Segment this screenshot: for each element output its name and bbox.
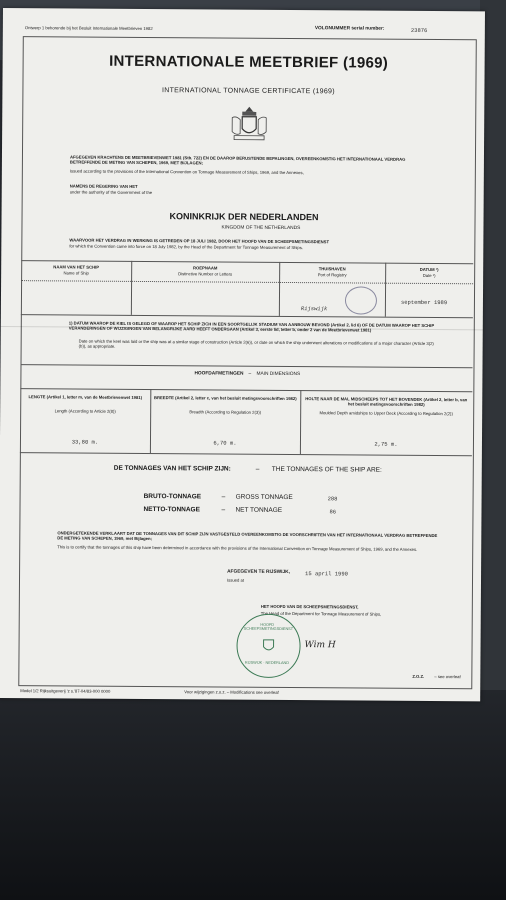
issued-at-label: AFGEGEVEN TE RIJSWIJK, bbox=[227, 569, 290, 576]
dimensions-heading-english: MAIN DIMENSIONS bbox=[256, 371, 301, 378]
breadth-label-en: Breadth (According to Regulation 2(3)) bbox=[189, 409, 262, 415]
build-date-value: september 1989 bbox=[400, 298, 448, 307]
department-stamp bbox=[236, 614, 300, 678]
depth-value: 2,75 m. bbox=[374, 440, 398, 448]
depth-label: HOLTE NAAR DE MAL MIDSCHEEPS TOT HET BOVENDEK (Artikel 2, letter b, van het besluit metingsvoorschriften 1982) bbox=[305, 396, 468, 407]
length-label-en: Length (According to Article 2(8)) bbox=[54, 408, 116, 414]
gross-tonnage-label-en: GROSS TONNAGE bbox=[235, 493, 293, 502]
table-surface bbox=[0, 690, 506, 900]
registry-seal bbox=[345, 286, 377, 314]
form-note: Ontwerp 1 behorende bij het Besluit Internationale Meetbrieven 1982 bbox=[24, 25, 153, 32]
serial-label: VOLGNUMMER serial number: bbox=[314, 26, 385, 32]
signature: Wim H bbox=[304, 640, 336, 651]
convention-english: for which the Convention came into force on 18 July 1982, by the Head of the Department for Tonnage Measurement of Ships. bbox=[69, 243, 303, 251]
net-tonnage-value: 86 bbox=[329, 508, 337, 516]
coat-of-arms-icon bbox=[228, 104, 270, 144]
footnote-dutch: 1) DATUM WAAROP DE KIEL IS GELEGD OF WAAROP HET SCHIP ZICH IN EEN SOORTGELIJK STADIUM VAN AANBOUW BEVOND (Artikel 2, lid 6) OF DE DATUM WAAROP HET SCHIP VERANDERINGEN OF WIJZIGINGEN VAN BELANGRIJKE AARD HEEFT ONDERGAAN (Artikel 3, eerste lid, letter b, onder 2 van de Meetbrievenwet 1981) bbox=[68, 320, 435, 333]
kingdom-dutch: KONINKRIJK DER NEDERLANDEN bbox=[169, 211, 319, 223]
stamp-text-bottom: RIJSWIJK · NEDERLAND bbox=[244, 660, 289, 666]
intro-english: Issued according to the provisions of the International Convention on Tonnage Measurement of Ships, 1969, and the Annexes, bbox=[69, 168, 304, 176]
depth-label-en: Moulded Depth amidships to Upper Deck (According to Regulation 2(2)) bbox=[319, 410, 453, 417]
gross-tonnage-label: BRUTO-TONNAGE bbox=[143, 492, 202, 501]
length-value: 33,80 m. bbox=[71, 438, 99, 446]
stamp-crest-icon bbox=[260, 637, 278, 653]
dimensions-heading-dutch: HOOFDAFMETINGEN bbox=[194, 371, 244, 377]
certificate-title: INTERNATIONALE MEETBRIEF (1969) bbox=[109, 52, 389, 72]
certification-dutch: ONDERGETEKENDE VERKLAART DAT DE TONNAGES VAN DIT SCHIP ZIJN VASTGESTELD OVEREENKOMSTIG DE VOORSCHRIFTEN VAN HET INTERNATIONAAL VERDRAG BETREFFENDE DE METING VAN SCHEPEN, 1969, met Bijlagen; bbox=[57, 530, 438, 542]
callsign-header-en: Distinctive Number or Letters bbox=[178, 271, 233, 277]
gross-dash: – bbox=[221, 493, 226, 501]
breadth-value: 6,70 m. bbox=[213, 439, 237, 447]
callsign-header: ROEPNAAM bbox=[192, 265, 218, 271]
modifications-note: Voor wijzigingen z.o.z. – Modifications see overleaf bbox=[184, 689, 279, 695]
printer-note: Model 1/2 Rijksuitgeverij 'z s.'87-04/83-000 0000 bbox=[20, 688, 111, 694]
breadth-label: BREEDTE (Artikel 2, letter c, van het besluit metingsvoorschriften 1982) bbox=[153, 395, 297, 402]
department-head-label-en: The Head of the Department for Tonnage Measurement of Ships, bbox=[260, 610, 382, 617]
port-of-registry-value: Rijswijk bbox=[300, 305, 328, 313]
tonnages-heading-english: THE TONNAGES OF THE SHIP ARE: bbox=[271, 465, 382, 474]
overleaf-code: Z.O.Z. bbox=[412, 673, 425, 679]
serial-number: 23876 bbox=[410, 26, 428, 34]
net-tonnage-label: NETTO-TONNAGE bbox=[143, 505, 200, 514]
overleaf-note: – see overleaf bbox=[434, 674, 461, 680]
authority-dutch: NAMENS DE REGERING VAN HET bbox=[69, 183, 138, 189]
port-header-en: Port of Registry bbox=[317, 272, 347, 278]
date-header: DATUM ¹) bbox=[419, 266, 439, 273]
issue-date: 15 april 1990 bbox=[305, 570, 349, 578]
convention-dutch: WAARVOOR HET VERDRAG IN WERKING IS GETREDEN OP 18 JULI 1982, DOOR HET HOOFD VAN DE SCHEEPSMETINGSDIENST bbox=[69, 237, 330, 245]
date-header-en: Date ¹) bbox=[422, 272, 436, 279]
kingdom-english: KINGDOM OF THE NETHERLANDS bbox=[221, 225, 301, 232]
issued-at-label-en: Issued at bbox=[226, 577, 245, 583]
footnote-english: Date on which the keel was laid or the ship was at a similar stage of construction (Article 2(6)), or date on which the ship underwent alterations or modifications of a major character (Article 3(2)(b)), as appropriate. bbox=[78, 338, 434, 349]
length-label: LENGTE (Artikel 1, letter m, van de Meetbrievenwet 1981) bbox=[28, 394, 143, 400]
stamp-text-top: HOOFD SCHEEPSMETINGSDIENST bbox=[243, 622, 294, 632]
intro-dutch: AFGEGEVEN KRACHTENS DE MEETBRIEVENWET 1981 (Stb. 722) EN DE DAAROP BERUSTENDE BEPALINGEN, OVEREENKOMSTIG HET INTERNATIONAAL VERDRAG BETREFFENDE DE METING VAN SCHEPEN, 1969, MET BIJLAGEN; bbox=[69, 154, 406, 166]
authority-english: under the authority of the Government of the bbox=[69, 189, 153, 196]
dimensions-dash: – bbox=[248, 371, 252, 377]
department-head-label: HET HOOFD VAN DE SCHEEPSMETINGSDIENST, bbox=[260, 603, 359, 610]
ship-name-header: NAAM VAN HET SCHIP bbox=[53, 264, 100, 270]
net-dash: – bbox=[221, 506, 226, 514]
ship-name-header-en: Name of Ship bbox=[63, 270, 89, 276]
tonnages-heading-dutch: DE TONNAGES VAN HET SCHIP ZIJN: bbox=[113, 464, 231, 473]
port-header: THUISHAVEN bbox=[318, 266, 346, 272]
tonnages-dash: – bbox=[255, 465, 260, 473]
certificate-subtitle: INTERNATIONAL TONNAGE CERTIFICATE (1969) bbox=[161, 87, 335, 96]
certification-english: This is to certify that the tonnages of this ship have been determined in accordance with the provisions of the International Convention on Tonnage Measurement of Ships, 1969, and the Annexes. bbox=[57, 544, 418, 552]
gross-tonnage-value: 288 bbox=[327, 495, 338, 503]
certificate-document bbox=[0, 8, 485, 701]
net-tonnage-label-en: NET TONNAGE bbox=[235, 506, 283, 514]
